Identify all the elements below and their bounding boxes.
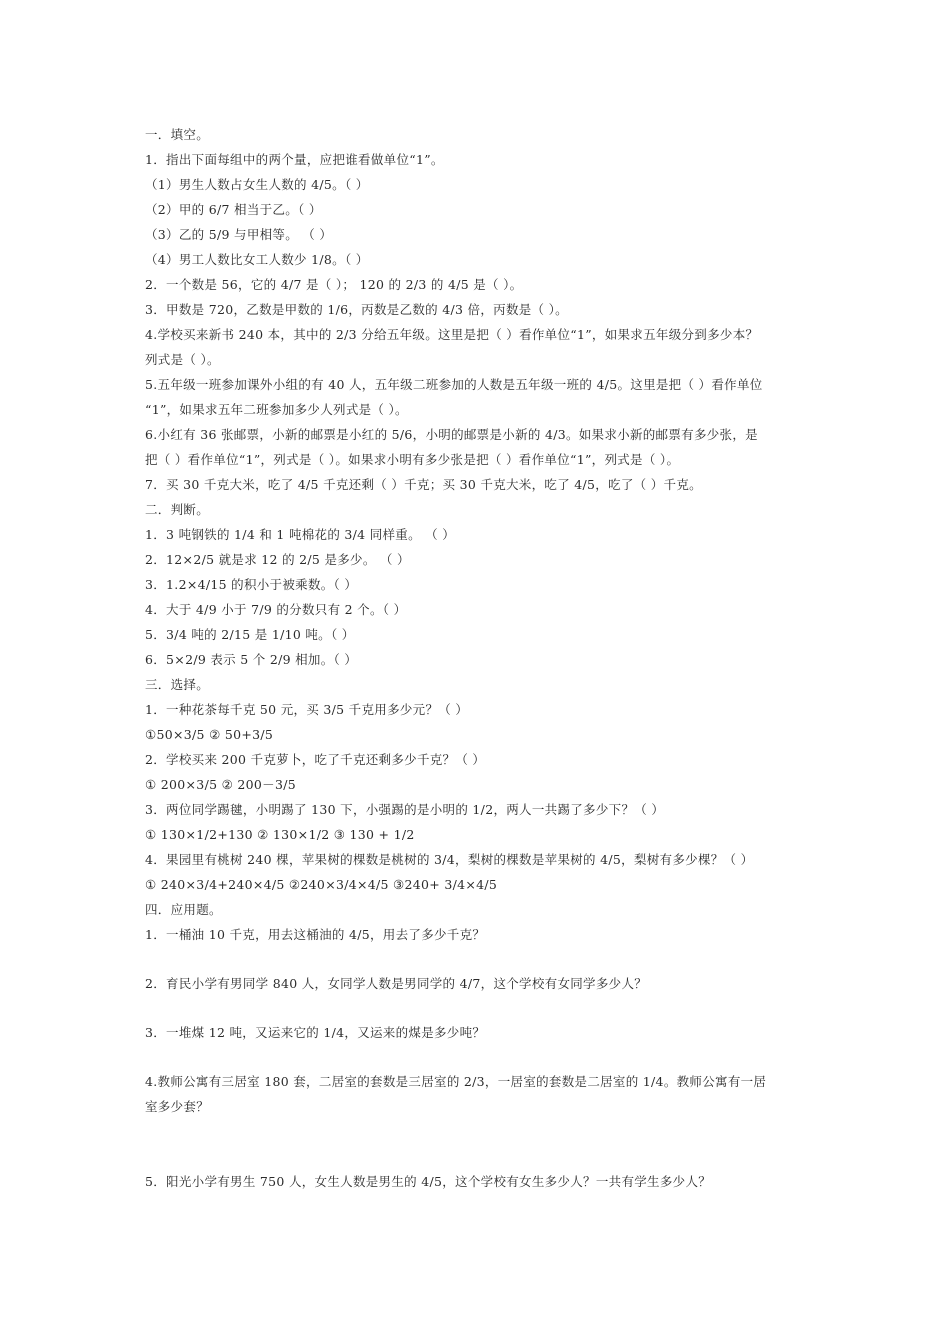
word-problem-3: 3．一堆煤 12 吨，又运来它的 1/4，又运来的煤是多少吨？ <box>145 1025 486 1040</box>
question-1-1: 1．指出下面每组中的两个量，应把谁看做单位“1”。 <box>145 152 444 167</box>
choice-options: ① 130×1/2+130 ② 130×1/2 ③ 130 + 1/2 <box>145 827 415 842</box>
question-1-6-cont: 把（ ）看作单位“1”，列式是（ ）。如果求小明有多少张是把（ ）看作单位“1”，列式是（ ）。 <box>145 452 680 467</box>
judge-item: 2．12×2/5 就是求 12 的 2/5 是多少。 （ ） <box>145 552 410 567</box>
question-1-7: 7．买 30 千克大米，吃了 4/5 千克还剩（ ）千克；买 30 千克大米，吃了 4/5，吃了（ ）千克。 <box>145 477 702 492</box>
question-1-1-item: （3）乙的 5/9 与甲相等。 （ ） <box>145 227 333 242</box>
choice-line: 2．学校买来 200 千克萝卜，吃了千克还剩多少千克？（ ） <box>145 752 486 767</box>
question-1-5: 5.五年级一班参加课外小组的有 40 人，五年级二班参加的人数是五年级一班的 4/5。这里是把（ ）看作单位 <box>145 377 763 392</box>
section-heading-word-problems: 四．应用题。 <box>145 902 222 917</box>
section-heading-fill-in: 一．填空。 <box>145 127 210 142</box>
question-1-1-item: （4）男工人数比女工人数少 1/8。（ ） <box>145 252 369 267</box>
question-1-4: 4.学校买来新书 240 本，其中的 2/3 分给五年级。这里是把（ ）看作单位“1”，如果求五年级分到多少本？ <box>145 327 759 342</box>
judge-item: 5．3/4 吨的 2/15 是 1/10 吨。（ ） <box>145 627 355 642</box>
question-1-1-item: （1）男生人数占女生人数的 4/5。（ ） <box>145 177 369 192</box>
judge-item: 4．大于 4/9 小于 7/9 的分数只有 2 个。（ ） <box>145 602 407 617</box>
choice-options: ①50×3/5 ② 50+3/5 <box>145 727 274 742</box>
word-problem-4-cont: 室多少套？ <box>145 1099 210 1114</box>
choice-options: ① 200×3/5 ② 200－3/5 <box>145 777 296 792</box>
question-1-2: 2．一个数是 56，它的 4/7 是（ ）； 120 的 2/3 的 4/5 是（ ）。 <box>145 277 523 292</box>
judge-item: 3．1.2×4/15 的积小于被乘数。（ ） <box>145 577 358 592</box>
section-heading-choice: 三．选择。 <box>145 677 210 692</box>
word-problem-5: 5．阳光小学有男生 750 人，女生人数是男生的 4/5，这个学校有女生多少人？一共有学生多少人？ <box>145 1174 712 1189</box>
question-1-5-cont: “1”，如果求五年二班参加多少人列式是（ ）。 <box>145 402 408 417</box>
word-problem-4: 4.教师公寓有三居室 180 套，二居室的套数是三居室的 2/3，一居室的套数是二居室的 1/4。教师公寓有一居 <box>145 1074 767 1089</box>
worksheet <box>145 122 815 1194</box>
choice-line: 4．果园里有桃树 240 棵，苹果树的棵数是桃树的 3/4，梨树的棵数是苹果树的 4/5，梨树有多少棵？（ ） <box>145 852 754 867</box>
judge-item: 1．3 吨钢铁的 1/4 和 1 吨棉花的 3/4 同样重。 （ ） <box>145 527 456 542</box>
word-problem-1: 1．一桶油 10 千克，用去这桶油的 4/5，用去了多少千克？ <box>145 927 486 942</box>
choice-line: 3．两位同学踢毽，小明踢了 130 下，小强踢的是小明的 1/2，两人一共踢了多少下？（ ） <box>145 802 665 817</box>
judge-item: 6．5×2/9 表示 5 个 2/9 相加。（ ） <box>145 652 358 667</box>
word-problem-2: 2．育民小学有男同学 840 人，女同学人数是男同学的 4/7，这个学校有女同学多少人？ <box>145 976 648 991</box>
question-1-4-cont: 列式是（ ）。 <box>145 352 220 367</box>
question-1-3: 3．甲数是 720，乙数是甲数的 1/6，丙数是乙数的 4/3 倍，丙数是（ ）。 <box>145 302 568 317</box>
section-heading-true-false: 二．判断。 <box>145 502 210 517</box>
question-1-6: 6.小红有 36 张邮票，小新的邮票是小红的 5/6，小明的邮票是小新的 4/3。如果求小新的邮票有多少张，是 <box>145 427 758 442</box>
choice-line: 1．一种花茶每千克 50 元，买 3/5 千克用多少元？（ ） <box>145 702 469 717</box>
choice-options: ① 240×3/4+240×4/5 ②240×3/4×4/5 ③240+ 3/4×4/5 <box>145 877 498 892</box>
question-1-1-item: （2）甲的 6/7 相当于乙。（ ） <box>145 202 322 217</box>
